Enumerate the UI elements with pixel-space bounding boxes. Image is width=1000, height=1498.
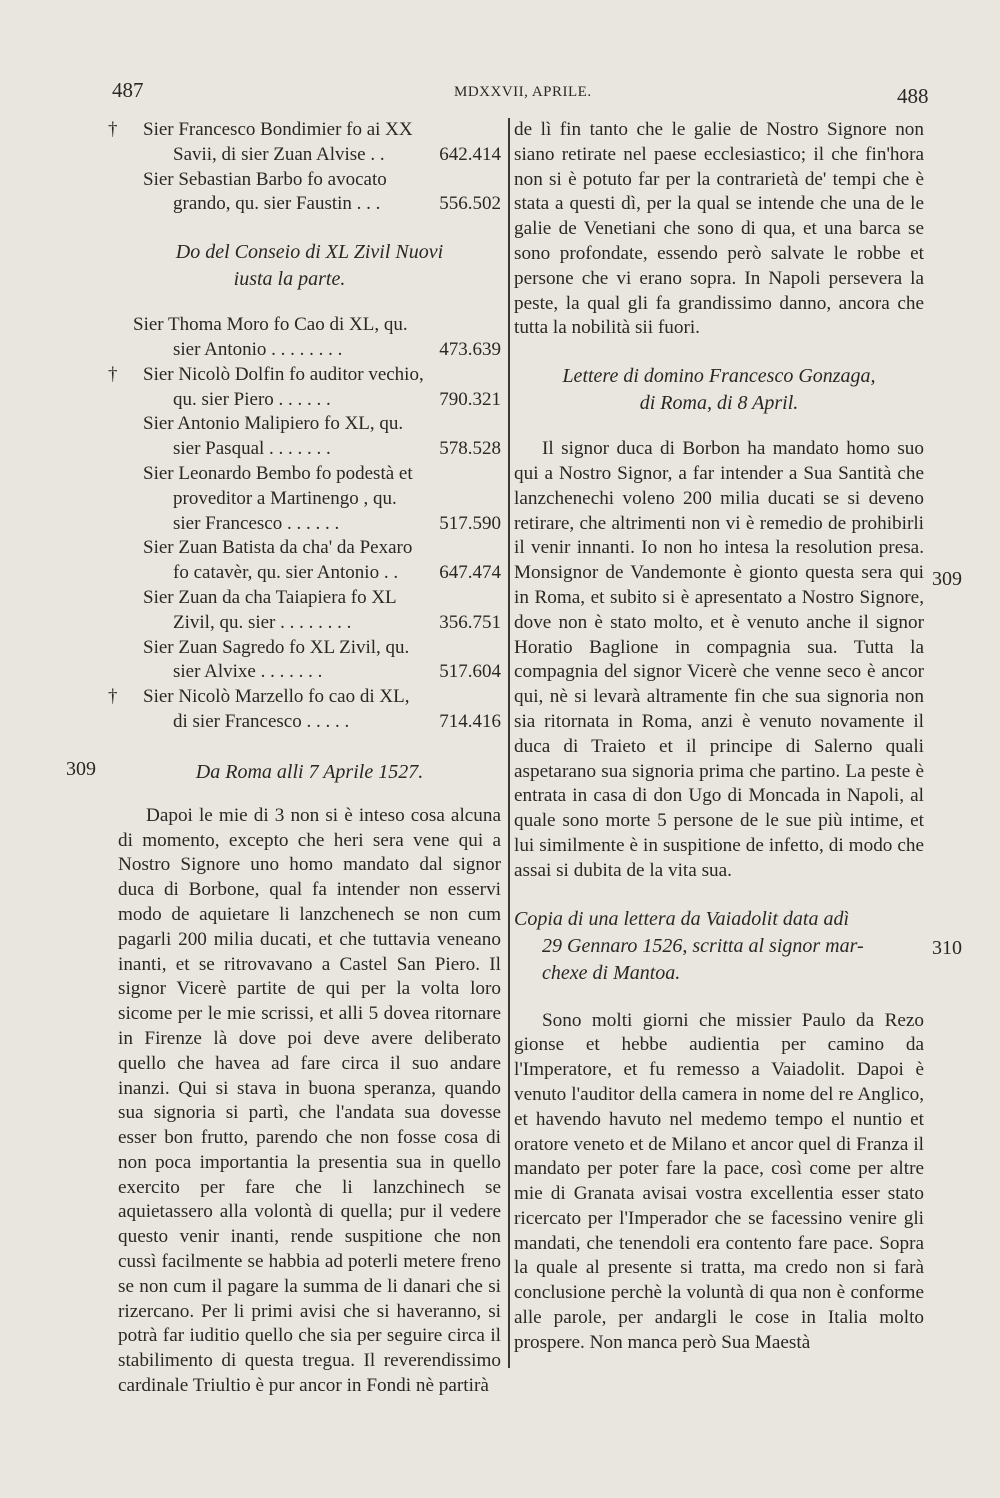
- section-heading: Do del Conseio di XL Zivil Nuovi: [175, 241, 444, 264]
- entry-votes: 473.639: [439, 338, 501, 360]
- entry-detail: sier Pasqual . . . . . . .: [173, 438, 331, 460]
- election-entry: [118, 313, 501, 363]
- election-entry: [108, 363, 501, 413]
- margin-number-right: 309: [932, 568, 962, 590]
- entry-votes: 647.474: [439, 562, 501, 584]
- entry-detail: di sier Francesco . . . . .: [173, 710, 350, 732]
- entry-detail: grando, qu. sier Faustin . . .: [173, 193, 381, 215]
- section-heading: 29 Gennaro 1526, scritta al signor mar-: [542, 934, 864, 957]
- entry-votes: 356.751: [439, 611, 501, 633]
- election-entry: [118, 586, 501, 636]
- section-heading: di Roma, di 8 April.: [639, 392, 799, 415]
- page-header: [0, 78, 1000, 108]
- election-entry: [118, 168, 501, 218]
- body-paragraph: de lì fin tanto che le galie de Nostro Signore non siano retirate nel paese ecclesiastico; il che fin'hora non si è potuto far per la contrarietà de' tempi che è stata a questi dì, per la qual se intende che una de le galie de Venetiani che sono di qua, et una barca se sono profondate, essendo però salvate le robbe et persone che vi erano sopra. In Napoli persevera la peste, la qual gli fa grandissimo danno, ancora che tutta la nobilità sii fuori.: [514, 119, 924, 339]
- entry-detail: sier Francesco . . . . . .: [173, 512, 340, 534]
- margin-number-right: 310: [932, 937, 962, 959]
- entry-name: Sier Nicolò Dolfin fo auditor vechio,: [143, 363, 424, 385]
- entry-name: Sier Antonio Malipiero fo XL, qu.: [143, 413, 404, 435]
- entry-name: Sier Thoma Moro fo Cao di XL, qu.: [133, 314, 408, 336]
- body-paragraph: Dapoi le mie di 3 non si è inteso cosa alcuna di momento, excepto che heri sera vene qui a Nostro Signore uno homo mandato dal signor duca di Borbone, qual fa intender non esservi modo de aquietare li lanzchenech se non cum pagarli 200 milia ducati, et che tuttavia veneano inanti, et se ritrovavano a Castel San Piero. Il signor Vicerè partite de qui per la volta loro sicome per le mie scrissi, et alli 5 dovea ritornare in Firenze là dove poi deve avere deliberato quello che havea ad fare circa il suo andare inanzi. Qui si stava in buona speranza, quando sua signoria si partì, che l'andata sua dovesse esser bon frutto, parendo che non fosse cosa di non poca importantia la presentia sua in quello exercito per fare che li lanzchinech se aquietassero alla volontà di quella; pur il vedere questo venir inanti, rende suspitione che non cussì facilmente se habbia ad poterli metere freno se non cum il pagare la summa de li danari che si rizercano. Per li primi avisi che si haveranno, si potrà far iuditio quello che sia per seguire circa il stabilimento di questa tregua. Il reverendissimo cardinale Triultio è pur ancor in Fondi nè partirà: [118, 804, 501, 1397]
- running-title: MDXXVII, APRILE.: [454, 84, 592, 100]
- section-heading: iusta la parte.: [233, 268, 346, 291]
- entry-votes: 556.502: [439, 193, 501, 215]
- entry-detail: qu. sier Piero . . . . . .: [173, 388, 331, 410]
- body-paragraph: Sono molti giorni che missier Paulo da Rezo gionse et hebbe audientia per camino da l'Imperatore, et fu remesso a Vaiadolit. Dapoi è venuto l'auditor della camera in nome del re Anglico, et havendo havuto nel medemo tempo el nuntio et oratore veneto et de Milano et ancor quel di Franza il mandato per poter fare la pace, così come per altre mie di Granata avisai vostra excellentia esser stato ricercato per l'Imperador che se facessino venire gli mandati, che tenendoli era contento fare pace. Sopra la quale al presente si tratta, ma credo non si farà conclusione perchè la voluntà di qua non è conforme alle parole, per andargli le cose in Italia molto prospere. Non manca però Sua Maestà: [514, 1009, 924, 1353]
- entry-votes: 790.321: [439, 388, 501, 410]
- entry-votes: 517.590: [439, 512, 501, 534]
- dagger-mark: †: [108, 363, 118, 385]
- entry-votes: 578.528: [439, 438, 501, 460]
- election-entry: [108, 685, 501, 735]
- election-entry: [108, 118, 501, 168]
- entry-name: Sier Nicolò Marzello fo cao di XL,: [143, 686, 410, 708]
- entry-name: Sier Zuan Batista da cha' da Pexaro: [143, 537, 413, 559]
- margin-number-left: 309: [66, 758, 96, 780]
- section-heading: Copia di una lettera da Vaiadolit data adì: [514, 907, 849, 930]
- left-column: [108, 118, 501, 1399]
- section-heading: Da Roma alli 7 Aprile 1527.: [195, 760, 424, 783]
- entry-name: Sier Francesco Bondimier fo ai XX: [143, 119, 413, 140]
- entry-detail: Savii, di sier Zuan Alvise . .: [173, 143, 385, 165]
- election-entry: [118, 636, 501, 686]
- page-number-left: 487: [112, 78, 144, 102]
- entry-detail: fo catavèr, qu. sier Antonio . .: [173, 562, 399, 584]
- right-column: [514, 118, 924, 1356]
- election-entry: [118, 412, 501, 462]
- entry-votes: 642.414: [439, 143, 501, 165]
- section-heading: chexe di Mantoa.: [542, 961, 681, 984]
- entry-detail: sier Antonio . . . . . . . .: [173, 338, 343, 360]
- entry-votes: 714.416: [439, 710, 501, 732]
- entry-name: Sier Zuan Sagredo fo XL Zivil, qu.: [143, 636, 410, 658]
- page-number-right: 488: [897, 84, 929, 108]
- entry-name: Sier Zuan da cha Taiapiera fo XL: [143, 586, 397, 608]
- election-entry: [118, 536, 501, 586]
- entry-name: Sier Sebastian Barbo fo avocato: [143, 168, 387, 190]
- entry-detail: Zivil, qu. sier . . . . . . . .: [173, 611, 352, 633]
- section-heading: Lettere di domino Francesco Gonzaga,: [562, 365, 876, 388]
- column-divider: [508, 118, 510, 1368]
- dagger-mark: †: [108, 119, 118, 140]
- entry-name: Sier Leonardo Bembo fo podestà et: [143, 462, 413, 484]
- entry-detail: proveditor a Martinengo , qu.: [173, 487, 397, 509]
- election-entry: [118, 462, 501, 536]
- body-paragraph: Il signor duca di Borbon ha mandato homo suo qui a Nostro Signor, a far intender a Sua Santità che lanzchenechi voleno 200 milia ducati se si deveno retirare, che altrimenti non vi è remedio de prohibirli il venir innanti. Io non ho intesa la resolution presa. Monsignor de Vandemonte è gionto questa sera qui in Roma, et subito si è apresentato a Nostro Signore, dove non è stato molto, et è venuto anche il signor Horatio Baglione in compagnia sua. Tutta la compagnia del signor Vicerè che venne seco è ancor qui, nè si levarà altramente fin che sua signoria non sia ritornata in Roma, anzi è venuto novamente il duca di Traieto et il principe di Salerno quali aspetarano sua signoria prima che partino. La peste è entrata in casa di don Ugo di Moncada in Napoli, al quale sono morte 5 persone de le sue più intime, et lui similmente è in suspitione de infetto, di modo che assai si dubita de la vita sua.: [514, 438, 924, 881]
- entry-votes: 517.604: [439, 661, 501, 683]
- entry-detail: sier Alvixe . . . . . . .: [173, 661, 323, 683]
- dagger-mark: †: [108, 686, 118, 708]
